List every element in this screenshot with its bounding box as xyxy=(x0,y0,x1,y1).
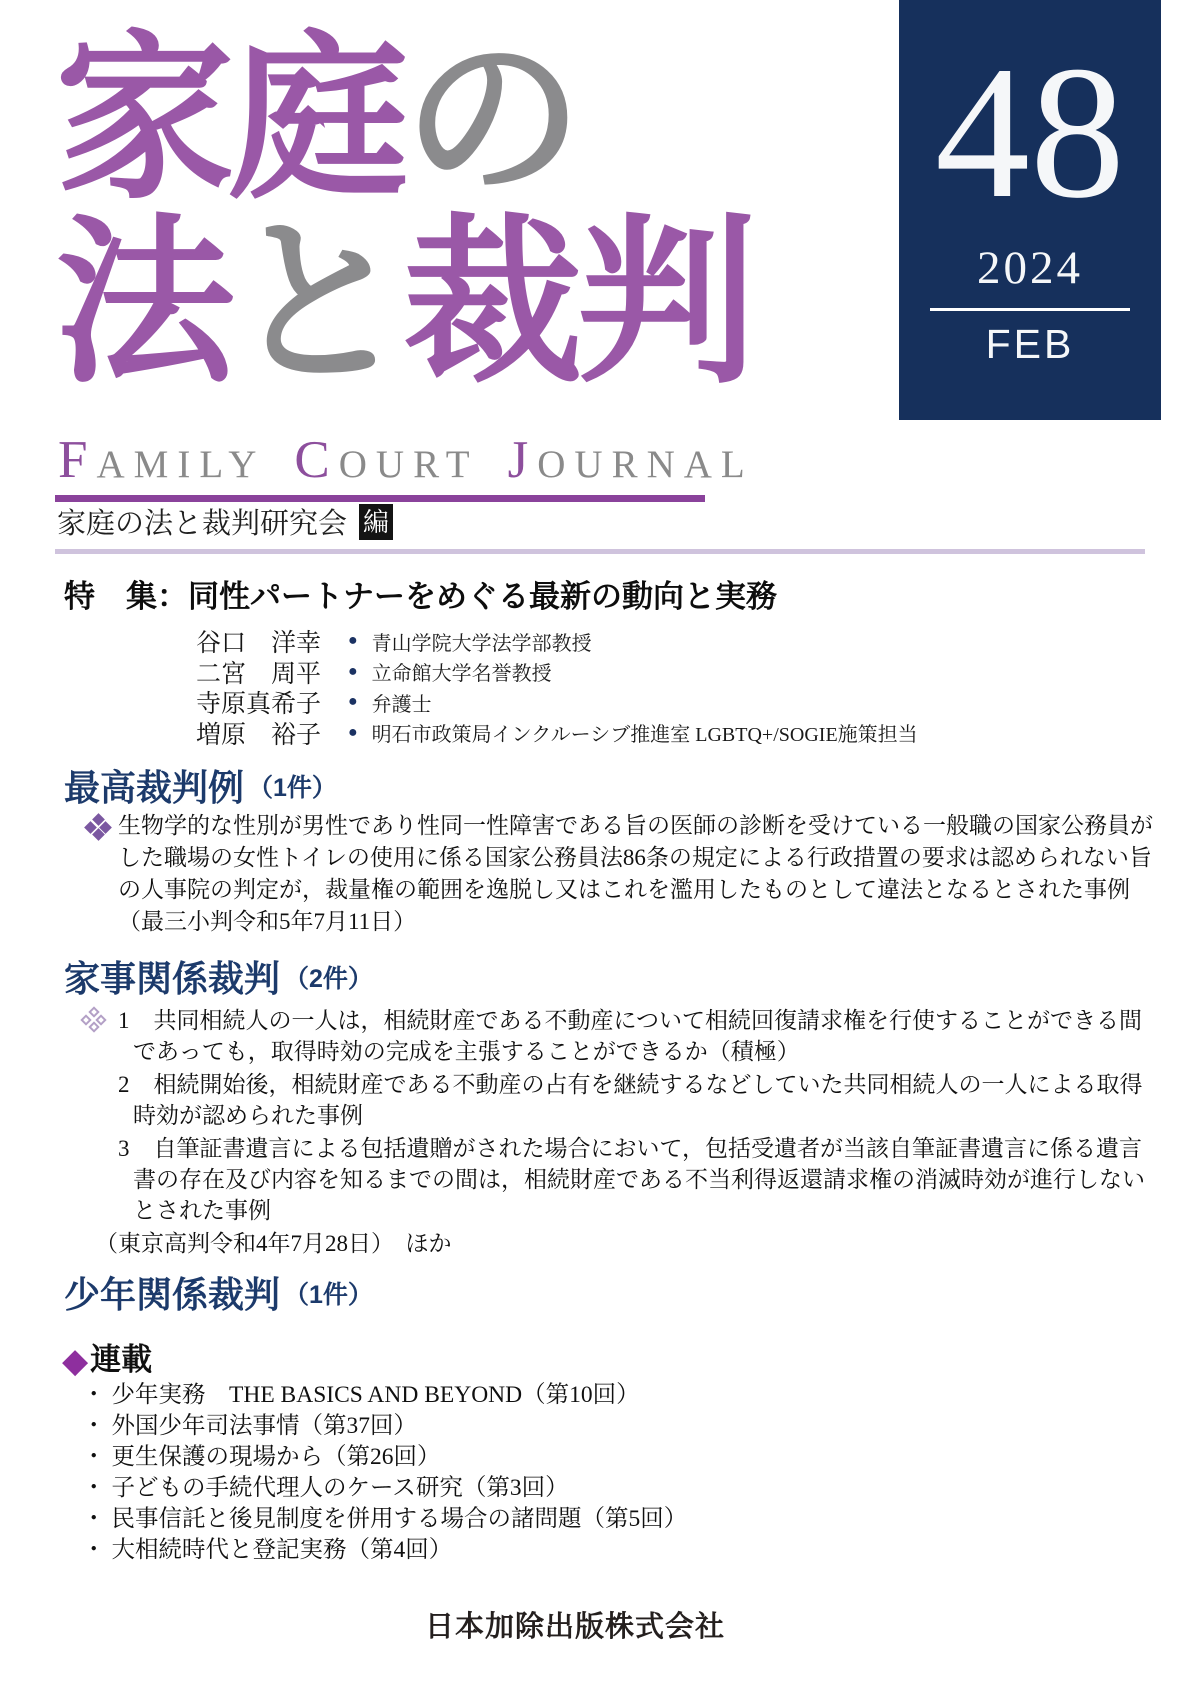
section-title: 少年関係裁判 xyxy=(64,1274,281,1315)
title-segment-hou: 法 xyxy=(55,203,230,404)
supreme-case-summary xyxy=(0,810,1153,938)
bullet-icon: ・ xyxy=(82,1444,106,1470)
feature-authors xyxy=(196,626,918,748)
serial-list-item xyxy=(82,1442,687,1473)
section-count: （2件） xyxy=(284,965,373,993)
author-name: 谷口 洋幸 xyxy=(196,630,322,657)
author-affiliation: 青山学院大学法学部教授 xyxy=(371,632,592,655)
author-dot-icon: ● xyxy=(348,632,358,649)
author-dot-icon: ● xyxy=(348,693,358,710)
bullet-icon: ・ xyxy=(82,1475,106,1501)
diamond-cluster-icon xyxy=(86,815,110,839)
section-header-juvenile-cases xyxy=(64,1272,373,1318)
case-number: 3 xyxy=(118,1136,130,1161)
author-affiliation: 立命館大学名誉教授 xyxy=(371,663,552,685)
journal-title-line1 xyxy=(55,19,578,220)
diamond-icon: ◆ xyxy=(62,1342,89,1380)
author-row xyxy=(196,657,918,687)
serial-section-heading xyxy=(62,1340,152,1381)
serial-list-item xyxy=(82,1504,687,1535)
section-title: 最高裁判例 xyxy=(64,767,245,808)
bullet-icon: ・ xyxy=(82,1537,106,1563)
author-row xyxy=(196,687,918,717)
subtitle-word-journal xyxy=(507,431,754,489)
author-affiliation: 弁護士 xyxy=(371,693,432,716)
journal-subtitle-english xyxy=(58,431,770,491)
author-dot-icon: ● xyxy=(348,723,358,741)
author-dot-icon: ● xyxy=(348,662,358,680)
serial-item-title: 外国少年司法事情（第37回） xyxy=(111,1413,417,1439)
subtitle-rest: OURNAL xyxy=(537,443,754,486)
title-segment-to: と xyxy=(229,203,404,404)
issue-month: FEB xyxy=(985,321,1075,367)
issue-badge xyxy=(899,0,1161,420)
feature-heading: 特 集：同性パートナーをめぐる最新の動向と実務 xyxy=(64,579,777,614)
editor-name: 家庭の法と裁判研究会 xyxy=(57,508,348,540)
editor-badge: 編 xyxy=(359,504,393,540)
case-number: 1 xyxy=(118,1008,130,1033)
section-header-supreme-court xyxy=(64,765,337,811)
serial-list-item xyxy=(82,1380,687,1411)
serial-item-title: 民事信託と後見制度を併用する場合の諸問題（第5回） xyxy=(111,1506,688,1532)
bullet-icon: ・ xyxy=(82,1413,106,1439)
case-footnote: （東京高判令和4年7月28日） ほか xyxy=(95,1231,452,1256)
subtitle-word-family xyxy=(58,431,266,489)
section-title: 家事関係裁判 xyxy=(64,958,281,999)
serial-list xyxy=(82,1380,687,1566)
serial-item-title: 子どもの手続代理人のケース研究（第3回） xyxy=(111,1475,569,1501)
serial-item-title: 少年実務 THE BASICS AND BEYOND（第10回） xyxy=(111,1382,640,1408)
subtitle-word-court xyxy=(294,431,479,489)
issue-divider-line xyxy=(930,308,1130,311)
serial-item-title: 大相続時代と登記実務（第4回） xyxy=(111,1537,453,1563)
serial-list-item xyxy=(82,1535,687,1566)
case-item xyxy=(0,1069,1160,1131)
case-text: 自筆証書遺言による包括遺贈がされた場合において，包括受遺者が当該自筆証書遺言に係る遺言書の存在及び内容を知るまでの間は，相続財産である不当利得返還請求権の消滅時効が進行しないとされた事例 xyxy=(133,1136,1145,1223)
case-number: 2 xyxy=(118,1072,130,1097)
publisher-name: 日本加除出版株式会社 xyxy=(424,1611,725,1643)
serial-heading-label: 連載 xyxy=(90,1342,153,1377)
serial-item-title: 更生保護の現場から（第26回） xyxy=(111,1444,441,1470)
journal-title-line2 xyxy=(55,203,752,404)
author-name: 二宮 周平 xyxy=(196,660,322,688)
title-segment-saiban: 裁判 xyxy=(403,203,752,404)
case-item xyxy=(0,1133,1160,1226)
author-row xyxy=(196,626,918,656)
subtitle-initial: J xyxy=(507,431,538,489)
editor-line xyxy=(57,504,393,544)
bullet-icon: ・ xyxy=(82,1506,106,1532)
issue-year: 2024 xyxy=(977,242,1083,294)
subtitle-initial: C xyxy=(294,431,339,489)
purple-divider-rule xyxy=(55,495,705,502)
lavender-divider-rule xyxy=(55,549,1145,554)
serial-list-item xyxy=(82,1473,687,1504)
supreme-case-text: 生物学的な性別が男性であり性同一性障害である旨の医師の診断を受けている一般職の国家公務員がした職場の女性トイレの使用に係る国家公務員法86条の規定による行政措置の要求は認められない旨の人事院の判定が，裁量権の範囲を逸脱し又はこれを濫用したものとして違法となるとされた事例（最三小判令和5年7月11日） xyxy=(118,813,1153,934)
subtitle-initial: F xyxy=(58,431,97,489)
family-cases-list xyxy=(0,1005,1160,1259)
bullet-icon: ・ xyxy=(82,1382,106,1408)
subtitle-rest: OURT xyxy=(338,443,479,486)
title-segment-katei: 家庭 xyxy=(55,19,404,220)
author-row xyxy=(196,718,918,748)
case-text: 共同相続人の一人は，相続財産である不動産について相続回復請求権を行使することができる間であっても，取得時効の完成を主張することができるか（積極） xyxy=(133,1008,1143,1064)
title-segment-no: の xyxy=(403,19,578,220)
serial-list-item xyxy=(82,1411,687,1442)
section-count: （1件） xyxy=(248,774,337,802)
section-header-family-cases xyxy=(64,956,373,1002)
author-affiliation: 明石市政策局インクルーシブ推進室 LGBTQ+/SOGIE施策担当 xyxy=(371,724,918,746)
author-name: 寺原真希子 xyxy=(196,691,322,718)
case-item xyxy=(0,1005,1160,1067)
author-name: 増原 裕子 xyxy=(196,721,322,749)
subtitle-rest: AMILY xyxy=(96,443,266,486)
issue-number: 48 xyxy=(935,28,1125,238)
section-count: （1件） xyxy=(284,1281,373,1309)
case-text: 相続開始後，相続財産である不動産の占有を継続するなどしていた共同相続人の一人による取得時効が認められた事例 xyxy=(133,1072,1143,1128)
hollow-diamond-cluster-icon xyxy=(82,1008,106,1032)
